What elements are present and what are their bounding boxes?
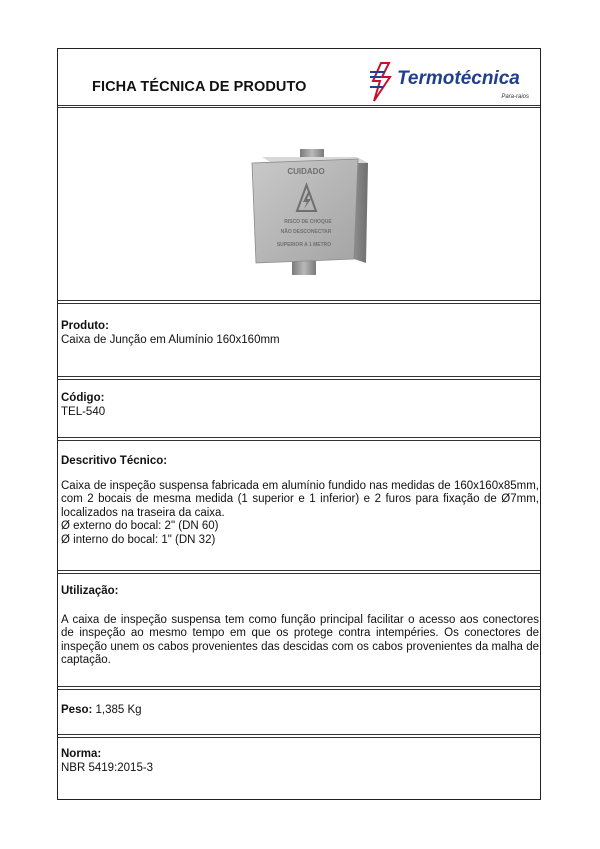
produto-value: Caixa de Junção em Alumínio 160x160mm bbox=[61, 334, 280, 346]
peso-value: 1,385 Kg bbox=[95, 704, 142, 716]
norma-label: Norma: bbox=[61, 748, 102, 760]
logo-name: Termotécnica bbox=[397, 68, 520, 89]
descritivo-external-diameter: Ø externo do bocal: 2" (DN 60) bbox=[61, 520, 219, 533]
brand-logo bbox=[367, 62, 537, 102]
page-title: FICHA TÉCNICA DE PRODUTO bbox=[92, 79, 307, 95]
peso-row bbox=[61, 704, 142, 716]
divider-peso bbox=[58, 734, 540, 735]
divider-produto-inner bbox=[58, 379, 540, 380]
box-top-text: CUIDADO bbox=[287, 167, 325, 176]
product-photo bbox=[248, 149, 370, 277]
codigo-label: Código: bbox=[61, 392, 105, 404]
box-label-line-1: RISCO DE CHOQUE bbox=[284, 219, 332, 225]
divider-utilizacao bbox=[58, 686, 540, 687]
header bbox=[58, 49, 540, 108]
header-divider bbox=[58, 105, 540, 108]
codigo-value: TEL-540 bbox=[61, 406, 106, 418]
divider-image-inner bbox=[58, 303, 540, 304]
junction-box-photo-icon bbox=[248, 149, 370, 277]
descritivo-label: Descritivo Técnico: bbox=[61, 455, 168, 467]
divider-descritivo-inner bbox=[58, 573, 540, 574]
descritivo-paragraph: Caixa de inspeção suspensa fabricada em alumínio fundido nas medidas de 160x160x85mm, com 2 bocais de mesma medida (1 superior e 1 inferior) e 2 furos para fixação de Ø7mm, localizados na traseira da caixa. bbox=[61, 480, 539, 519]
utilizacao-label: Utilização: bbox=[61, 585, 119, 597]
produto-label: Produto: bbox=[61, 320, 109, 332]
divider-image bbox=[58, 300, 540, 301]
lightning-logo-icon bbox=[367, 62, 397, 102]
divider-produto bbox=[58, 376, 540, 377]
peso-label: Peso: bbox=[61, 704, 93, 716]
utilizacao-paragraph: A caixa de inspeção suspensa tem como função principal facilitar o acesso aos conectores de inspeção ao mesmo tempo em que os protege contra intempéries. Os conectores de inspeção unem os cabos provenientes das descidas com os cabos provenientes da malha de captação. bbox=[61, 614, 539, 667]
divider-codigo bbox=[58, 437, 540, 438]
divider-codigo-inner bbox=[58, 440, 540, 441]
descritivo-text bbox=[61, 480, 539, 547]
descritivo-internal-diameter: Ø interno do bocal: 1" (DN 32) bbox=[61, 533, 216, 546]
box-label-line-2: NÃO DESCONECTAR bbox=[280, 229, 332, 235]
divider-peso-inner bbox=[58, 737, 540, 738]
utilizacao-text bbox=[61, 614, 539, 668]
divider-descritivo bbox=[58, 570, 540, 571]
divider-utilizacao-inner bbox=[58, 689, 540, 690]
spec-sheet bbox=[57, 48, 541, 800]
norma-value: NBR 5419:2015-3 bbox=[61, 762, 154, 774]
box-label-line-3: SUPERIOR A 1 METRO bbox=[276, 242, 332, 248]
logo-tagline: Para-raios bbox=[501, 94, 529, 100]
